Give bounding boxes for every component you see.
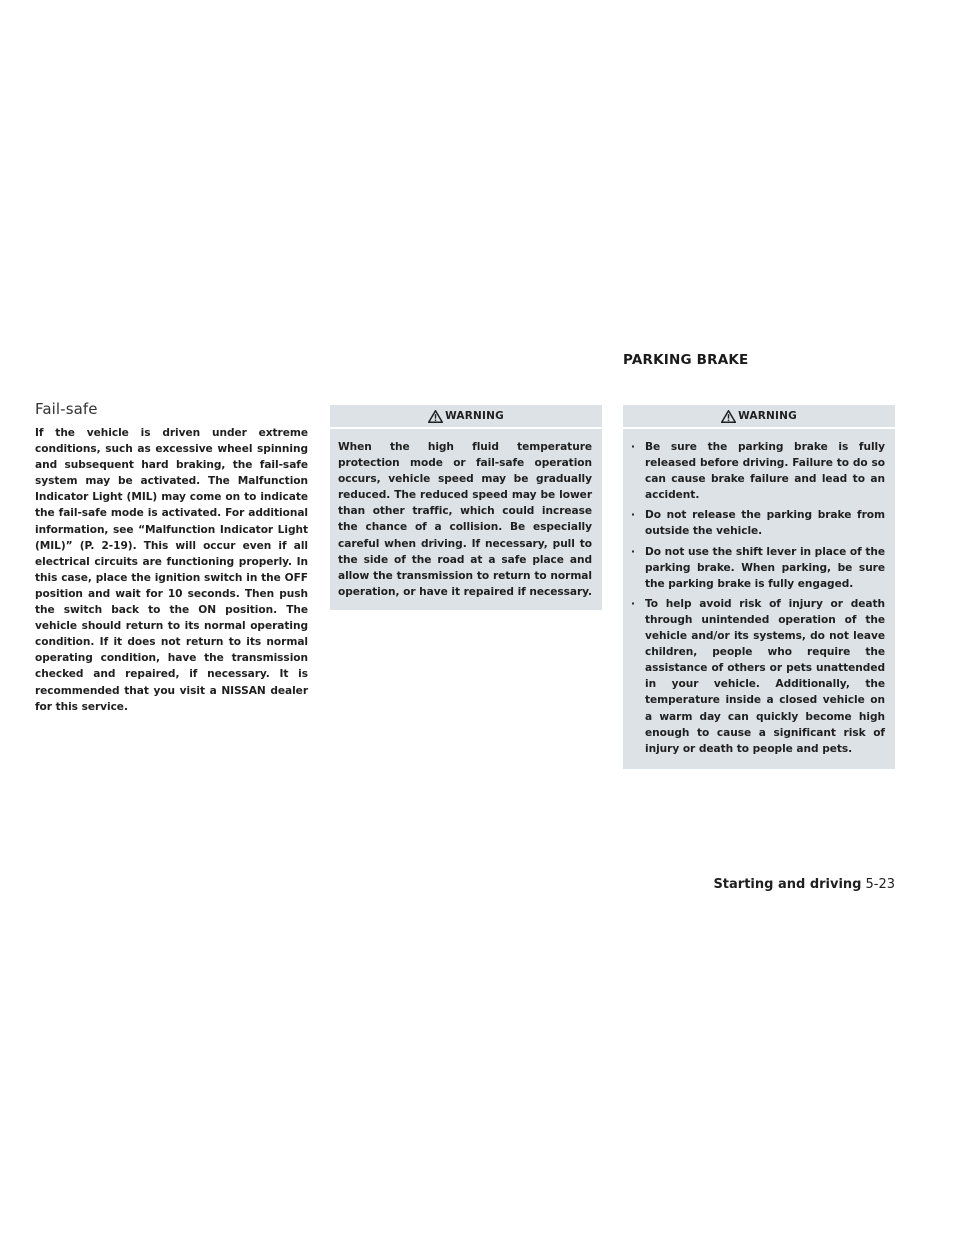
- warning-list: [623, 429, 895, 757]
- page-number: 5-23: [865, 877, 895, 892]
- warning-title: WARNING: [445, 410, 504, 422]
- bullet-dot-icon: ·: [631, 509, 635, 522]
- list-item: [631, 544, 885, 592]
- warning-triangle-icon: [428, 410, 443, 423]
- failsafe-heading: Fail-safe: [35, 400, 98, 418]
- warning-column: [330, 405, 602, 610]
- failsafe-column: [35, 400, 308, 715]
- list-item-text: Do not release the parking brake from outside the vehicle.: [645, 509, 885, 538]
- warning-title-bar: [623, 405, 895, 429]
- bullet-dot-icon: ·: [631, 545, 635, 558]
- warning-text: When the high fluid temperature protection mode or fail-safe operation occurs, vehicle speed may be gradually reduced. The reduced speed may be lower than other traffic, which could increase the chance of a collision. Be especially careful when driving. If necessary, pull to the side of the road at a safe place and allow the transmission to return to normal operation, or have it repaired if necessary.: [338, 441, 593, 598]
- bullet-dot-icon: ·: [631, 597, 635, 610]
- list-item: [631, 596, 885, 757]
- parking-brake-warning-box: [623, 405, 895, 769]
- list-item: [631, 439, 885, 503]
- warning-triangle-icon: [721, 410, 736, 423]
- list-item-text: Do not use the shift lever in place of the parking brake. When parking, be sure the parking brake is fully engaged.: [645, 545, 885, 590]
- warning-title: WARNING: [738, 410, 797, 422]
- parking-brake-column: [623, 405, 895, 769]
- failsafe-body: If the vehicle is driven under extreme conditions, such as excessive wheel spinning and subsequent hard braking, the fail-safe system may be activated. The Malfunction Indicator Light (MIL) may come on to indicate the fail-safe mode is activated. For additional information, see “Malfunction Indicator Light (MIL)” (P. 2-19). This will occur even if all electrical circuits are functioning properly. In this case, place the ignition switch in the OFF position and wait for 10 seconds. Then push the switch back to the ON position. The vehicle should return to its normal operating condition. If it does not return to its normal operating condition, have the transmission checked and repaired, if necessary. It is recommended that you visit a NISSAN dealer for this service.: [35, 427, 308, 713]
- parking-brake-heading: PARKING BRAKE: [623, 352, 749, 368]
- warning-box: [330, 405, 602, 610]
- page-footer: [700, 877, 895, 892]
- list-item-text: To help avoid risk of injury or death through unintended operation of the vehicle and/or its systems, do not leave children, people who require the assistance of others or pets unattended in your vehicle. Additionally, the temperature inside a closed vehicle on a warm day can quickly become high enough to cause a significant risk of injury or death to people and pets.: [645, 597, 885, 755]
- footer-section-name: Starting and driving: [713, 877, 862, 892]
- list-item: [631, 507, 885, 539]
- warning-title-bar: [330, 405, 602, 429]
- list-item-text: Be sure the parking brake is fully released before driving. Failure to do so can cause brake failure and lead to an accident.: [645, 441, 885, 502]
- bullet-dot-icon: ·: [631, 441, 635, 453]
